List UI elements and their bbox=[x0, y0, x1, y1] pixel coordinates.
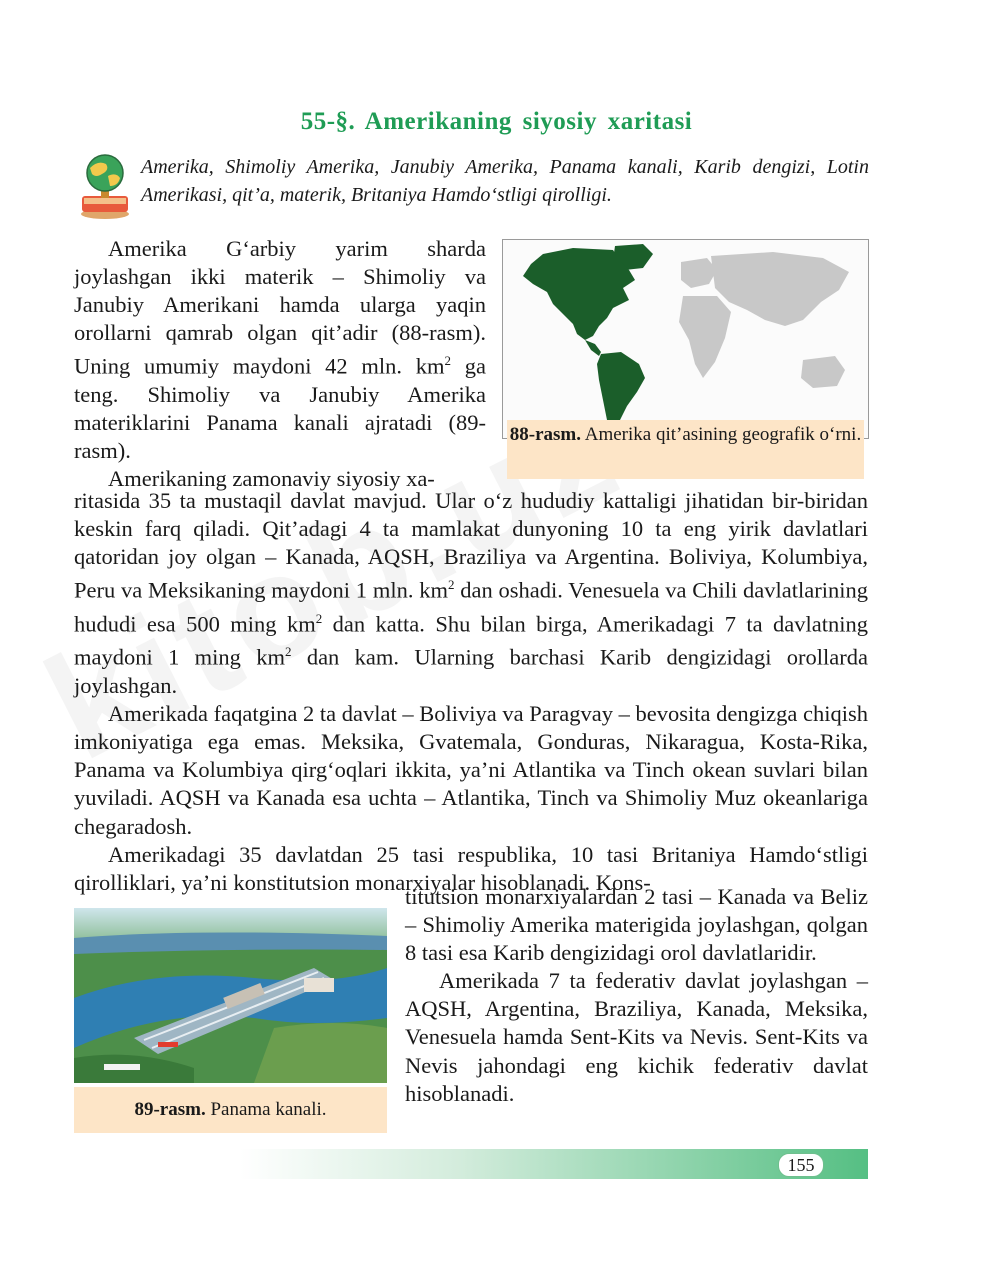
africa bbox=[679, 296, 731, 378]
page-title: 55-§. Amerikaning siyosiy xaritasi bbox=[300, 108, 693, 135]
paragraph-1: Amerika G‘arbiy yarim sharda joylashgan ikki materik – Shimoliy va Janubiy Amerikani hamda ularga yaqin orollarni qamrab olgan qit’adir (88-rasm). Uning umumiy maydoni 42 mln. $km^2$ ga teng. Shimoliy va Janubiy Amerika materiklarini Panama kanali ajratadi (89-rasm). bbox=[74, 236, 486, 464]
paragraph-4-cont: titutsion monarxiyalardan 2 tasi – Kanada va Beliz – Shimoliy Amerika materigida joylashgan, qolgan 8 tasi esa Karib dengizidagi orol davlatlaridir. bbox=[405, 884, 868, 966]
europe bbox=[681, 258, 717, 288]
australia bbox=[801, 356, 845, 388]
paragraph-2-start: Amerikaning zamonaviy siyosiy xa- bbox=[108, 466, 435, 492]
paragraph-4-start: Amerikadagi 35 davlatdan 25 tasi respublika, 10 tasi Britaniya Hamdo‘stligi qirolliklari, ya’ni konstitutsion monarxiyalar hisoblanadi. Kons- bbox=[74, 841, 868, 895]
footer-bar bbox=[240, 1149, 868, 1179]
page-number: 155 bbox=[778, 1153, 824, 1177]
panama-canal-image bbox=[74, 908, 387, 1083]
paragraph-3: Amerikada faqatgina 2 ta davlat – Boliviya va Paragvay – bevosita dengizga chiqish imkoniyatiga ega emas. Meksika, Gvatemala, Gonduras, Nikaragua, Kosta-Rika, Panama va Kolumbiya qirg‘oqlari ikkita, ya’ni Atlantika va Tinch okean suvlari bilan yuviladi. AQSH va Kanada esa uchta – Atlantika, Tinch va Shimoliy Muz okeanlariga chegaradosh. bbox=[74, 701, 868, 839]
asia bbox=[711, 252, 849, 326]
north-america bbox=[523, 248, 635, 340]
figure-88-caption: 88-rasm. Amerika qit’asining geografik o‘rni. bbox=[507, 420, 864, 479]
body-column-right bbox=[405, 883, 868, 1108]
globe-book-icon bbox=[76, 152, 134, 220]
paragraph-2-cont: ritasida 35 ta mustaqil davlat mavjud. Ular o‘z hududiy kattaligi jihatidan bir-biridan keskin farq qiladi. Qit’adagi 4 ta mamlakat dunyoning 10 ta eng yirik davlatlari qatoridan joy olgan – Kanada, AQSH, Braziliya va Argentina. Boliviya, Kolumbiya, Peru va Meksikaning maydoni 1 mln. $km^2$ dan oshadi. Venesuela va Chili davlatlarining hududi esa 500 ming $km^2$ dan katta. Shu bilan birga, Amerikadagi 7 ta davlatning maydoni 1 ming $km^2$ dan kam. Ularning barchasi Karib dengizidagi orollarda joylashgan. bbox=[74, 488, 869, 699]
paragraph-5: Amerikada 7 ta federativ davlat joylashgan – AQSH, Argentina, Braziliya, Kanada, Meksika, Venesuela hamda Sent-Kits va Nevis. Sent-Kits va Nevis jahondagi eng kichik federativ davlat hisoblanadi. bbox=[405, 968, 868, 1106]
body-column-full bbox=[74, 487, 868, 897]
world-map-figure bbox=[502, 239, 869, 439]
keywords: Amerika, Shimoliy Amerika, Janubiy Amerika, Panama kanali, Karib dengizi, Lotin Amerikasi, qit’a, materik, Britaniya Hamdo‘stligi qirolligi. bbox=[141, 156, 869, 206]
panama-canal-photo bbox=[74, 908, 387, 1083]
body-column-left bbox=[74, 235, 486, 493]
figure-89-caption: 89-rasm. Panama kanali. bbox=[74, 1087, 387, 1133]
world-map bbox=[503, 240, 868, 438]
central-america bbox=[585, 340, 601, 356]
